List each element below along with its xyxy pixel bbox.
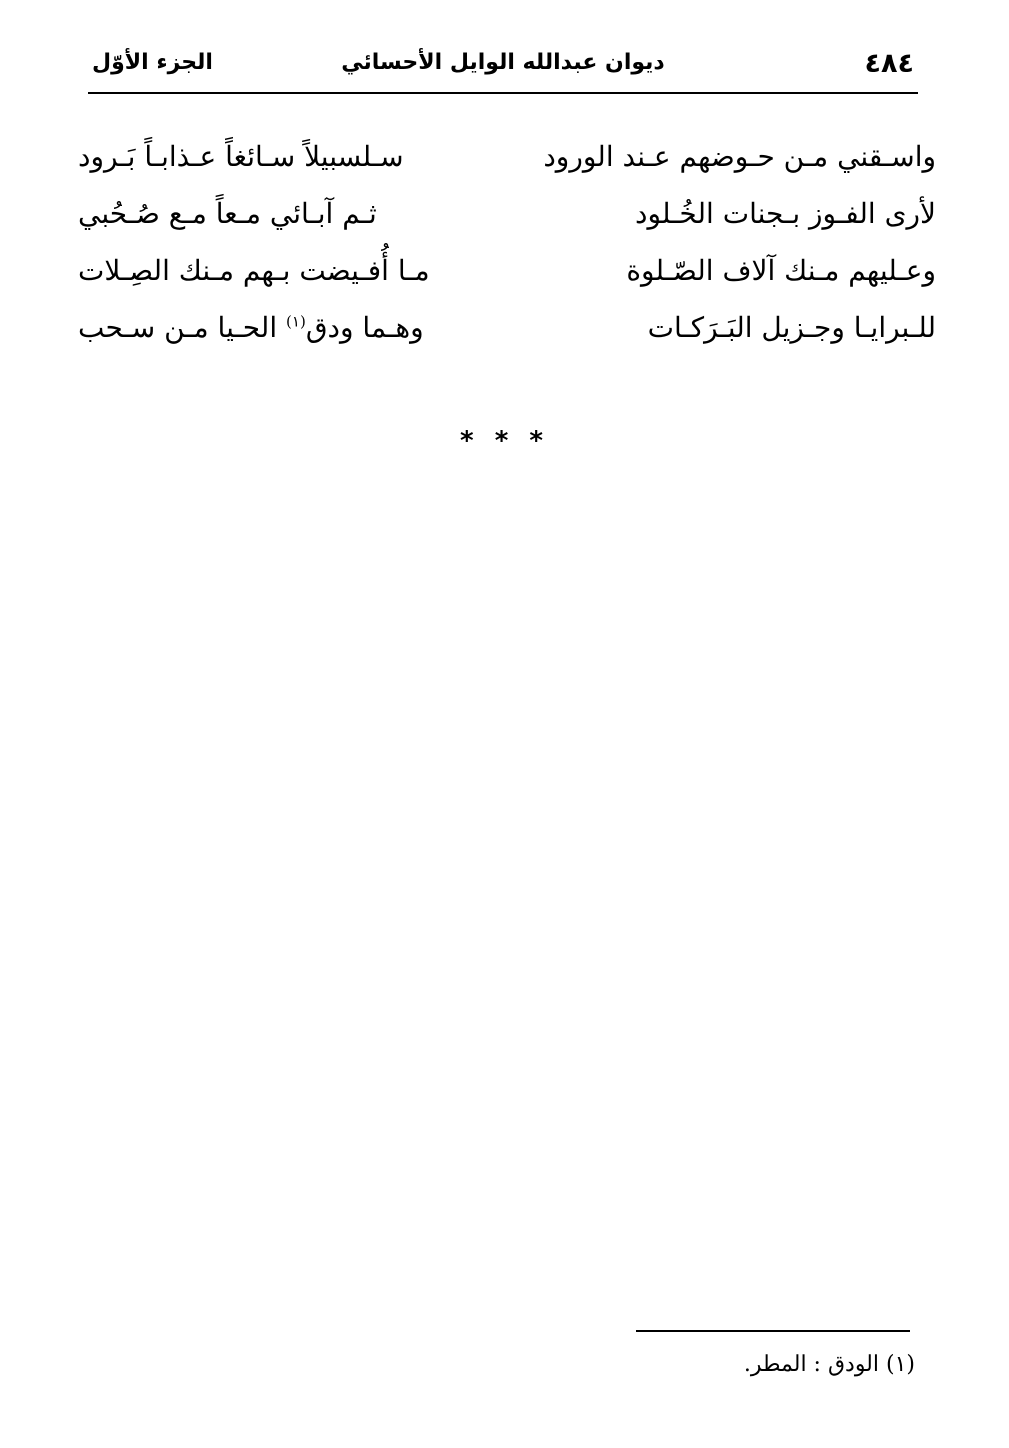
- footnote: (١) الودق : المطر.: [743, 1352, 915, 1377]
- poem-body: [74, 132, 936, 360]
- volume-label: الجزء الأوّل: [92, 50, 213, 75]
- verse-line: [74, 189, 936, 246]
- first-hemistich: واسـقني مـن حـوضهم عـند الورود: [543, 140, 936, 173]
- header-divider: [88, 92, 918, 94]
- second-hemistich: ثـم آبـائي مـعاً مـع صُـحُبي: [78, 197, 377, 230]
- verse-line: [74, 303, 936, 360]
- second-hemistich: سـلسبيلاً سـائغاً عـذابـاً بَـرود: [78, 140, 404, 173]
- verse-line: [74, 132, 936, 189]
- first-hemistich: لأرى الفـوز بـجنات الخُـلود: [635, 197, 936, 230]
- footnote-divider: [636, 1330, 910, 1332]
- verse-line: [74, 246, 936, 303]
- hemistich-text-start: وهـما ودق: [305, 311, 424, 344]
- book-title: ديوان عبدالله الوايل الأحسائي: [341, 50, 665, 75]
- hemistich-text-end: الحـيا مـن سـحب: [78, 311, 287, 344]
- footnote-reference: (١): [286, 312, 306, 331]
- first-hemistich: وعـليهم مـنك آلاف الصّـلوة: [626, 254, 936, 287]
- second-hemistich: مـا أُفـيضت بـهم مـنك الصِـلات: [78, 254, 430, 287]
- running-header: [88, 46, 918, 86]
- section-separator: * * *: [460, 426, 549, 456]
- second-hemistich: [78, 303, 488, 353]
- first-hemistich: للـبرايـا وجـزيل البَـرَكـات: [647, 311, 936, 344]
- page-number: ٤٨٤: [864, 48, 914, 79]
